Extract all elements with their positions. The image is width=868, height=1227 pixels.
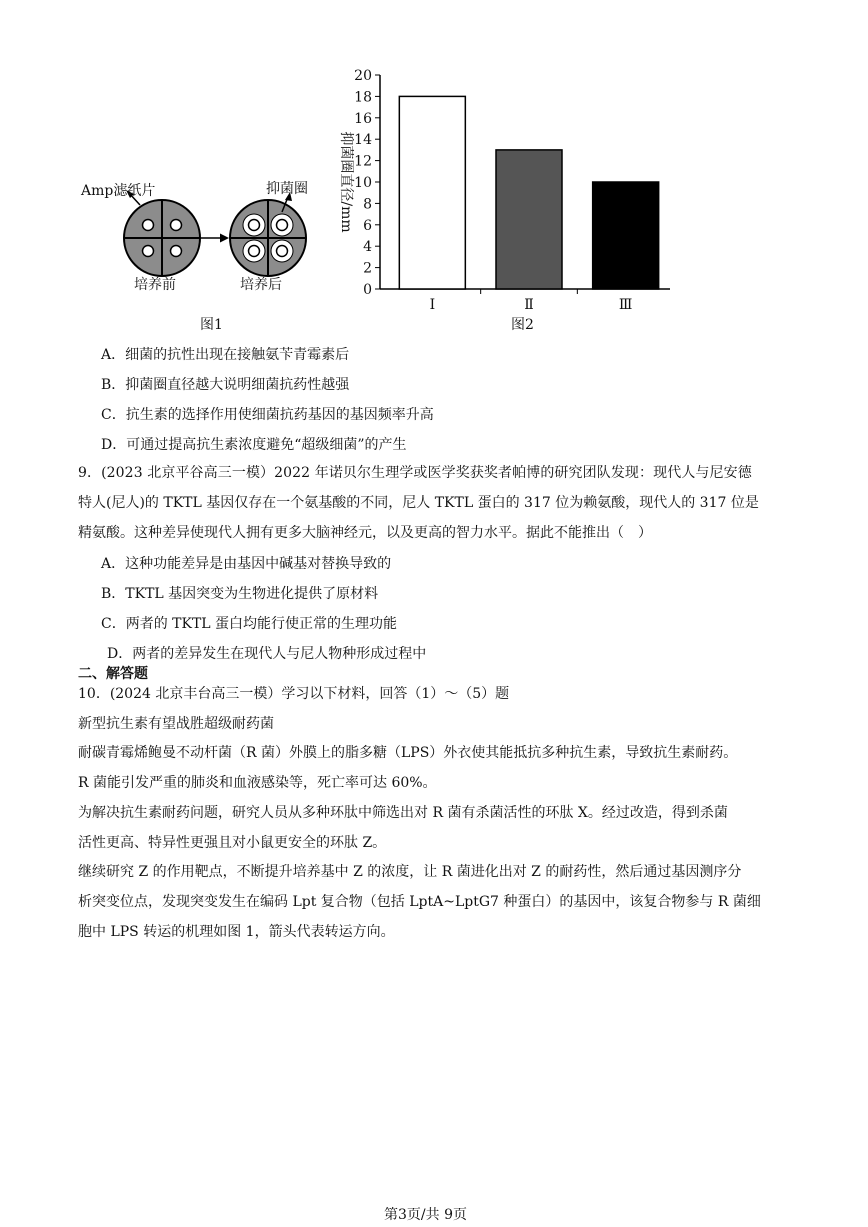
q9-option-d: D．两者的差异发生在现代人与尼人物种形成过程中 (107, 646, 427, 662)
q10-paragraph-line-3: 为解决抗生素耐药问题，研究人员从多种环肽中筛选出对 R 菌有杀菌活性的环肽 X。经过改造，得到杀菌 (78, 805, 728, 821)
q10-paragraph-line-6: 析突变位点，发现突变发生在编码 Lpt 复合物（包括 LptA~LptG7 种蛋白）的基因中，该复合物参与 R 菌细 (78, 894, 761, 910)
q8-option-a: A．细菌的抗性出现在接触氨苄青霉素后 (101, 347, 350, 363)
bar-chart-svg (330, 62, 680, 312)
label-amp: Amp滤纸片 (81, 183, 156, 199)
q8-option-b: B．抑菌圈直径越大说明细菌抗药性越强 (101, 377, 350, 393)
bar-3 (593, 182, 659, 289)
x-tick-label: Ⅰ (429, 297, 436, 312)
q9-stem-line-3: 精氨酸。这种差异使现代人拥有更多大脑神经元，以及更高的智力水平。据此不能推出（ ） (78, 525, 652, 541)
q10-paragraph-line-5: 继续研究 Z 的作用靶点，不断提升培养基中 Z 的浓度，让 R 菌进化出对 Z 的耐药性，然后通过基因测序分 (78, 864, 742, 880)
y-tick-label: 6 (363, 217, 372, 234)
section-2-heading: 二、解答题 (78, 666, 148, 682)
page-footer: 第3页/共 9页 (384, 1207, 467, 1223)
figure-2-caption: 图2 (511, 317, 534, 333)
q9-option-c: C．两者的 TKTL 蛋白均能行使正常的生理功能 (101, 616, 398, 632)
y-tick-label: 20 (354, 68, 372, 84)
y-tick-label: 8 (363, 196, 372, 213)
q10-paragraph-line-7: 胞中 LPS 转运的机理如图 1，箭头代表转运方向。 (78, 924, 395, 940)
q8-option-c: C．抗生素的选择作用使细菌抗药基因的基因频率升高 (101, 407, 434, 423)
y-tick-label: 12 (354, 153, 372, 170)
q10-paragraph-line-1: 耐碳青霉烯鲍曼不动杆菌（R 菌）外膜上的脂多糖（LPS）外衣使其能抵抗多种抗生素，导致抗生素耐药。 (78, 745, 738, 761)
y-tick-label: 18 (354, 89, 372, 106)
figure-2-chart (330, 62, 680, 342)
figure-1-caption: 图1 (200, 317, 223, 333)
dish-after (230, 200, 306, 276)
label-after: 培养后 (240, 277, 282, 293)
y-tick-label: 16 (354, 110, 372, 127)
q10-article-title: 新型抗生素有望战胜超级耐药菌 (78, 716, 274, 732)
y-tick-label: 14 (354, 132, 372, 149)
q9-stem-line-2: 特人(尼人)的 TKTL 基因仅存在一个氨基酸的不同，尼人 TKTL 蛋白的 317 位为赖氨酸，现代人的 317 位是 (78, 495, 759, 511)
y-tick-label: 4 (363, 239, 372, 256)
q9-option-b: B．TKTL 基因突变为生物进化提供了原材料 (101, 586, 379, 602)
y-tick-label: 10 (354, 175, 372, 191)
bar-1 (399, 96, 465, 289)
y-axis-label: 抑菌圈直径/mm (338, 131, 354, 233)
y-tick-label: 0 (363, 282, 372, 298)
culture-arrow-head (220, 234, 229, 243)
q10-paragraph-line-2: R 菌能引发严重的肺炎和血液感染等，死亡率可达 60%。 (78, 775, 437, 791)
x-tick-label: Ⅱ (524, 297, 534, 312)
label-before: 培养前 (134, 277, 176, 293)
x-tick-label: Ⅲ (618, 297, 633, 312)
q9-option-a: A．这种功能差异是由基因中碱基对替换导致的 (101, 556, 392, 572)
q10-stem: 10．(2024 北京丰台高三一模）学习以下材料，回答（1）～（5）题 (78, 686, 510, 702)
q8-option-d: D．可通过提高抗生素浓度避免“超级细菌”的产生 (101, 437, 407, 453)
q9-stem-line-1: 9．(2023 北京平谷高三一模）2022 年诺贝尔生理学或医学奖获奖者帕博的研究团队发现：现代人与尼安德 (78, 465, 752, 481)
y-tick-label: 2 (363, 260, 372, 277)
figure-1 (76, 170, 326, 340)
bar-2 (496, 150, 562, 289)
q10-paragraph-line-4: 活性更高、特异性更强且对小鼠更安全的环肽 Z。 (78, 835, 387, 851)
label-ring: 抑菌圈 (266, 181, 308, 197)
dish-before (124, 200, 200, 276)
